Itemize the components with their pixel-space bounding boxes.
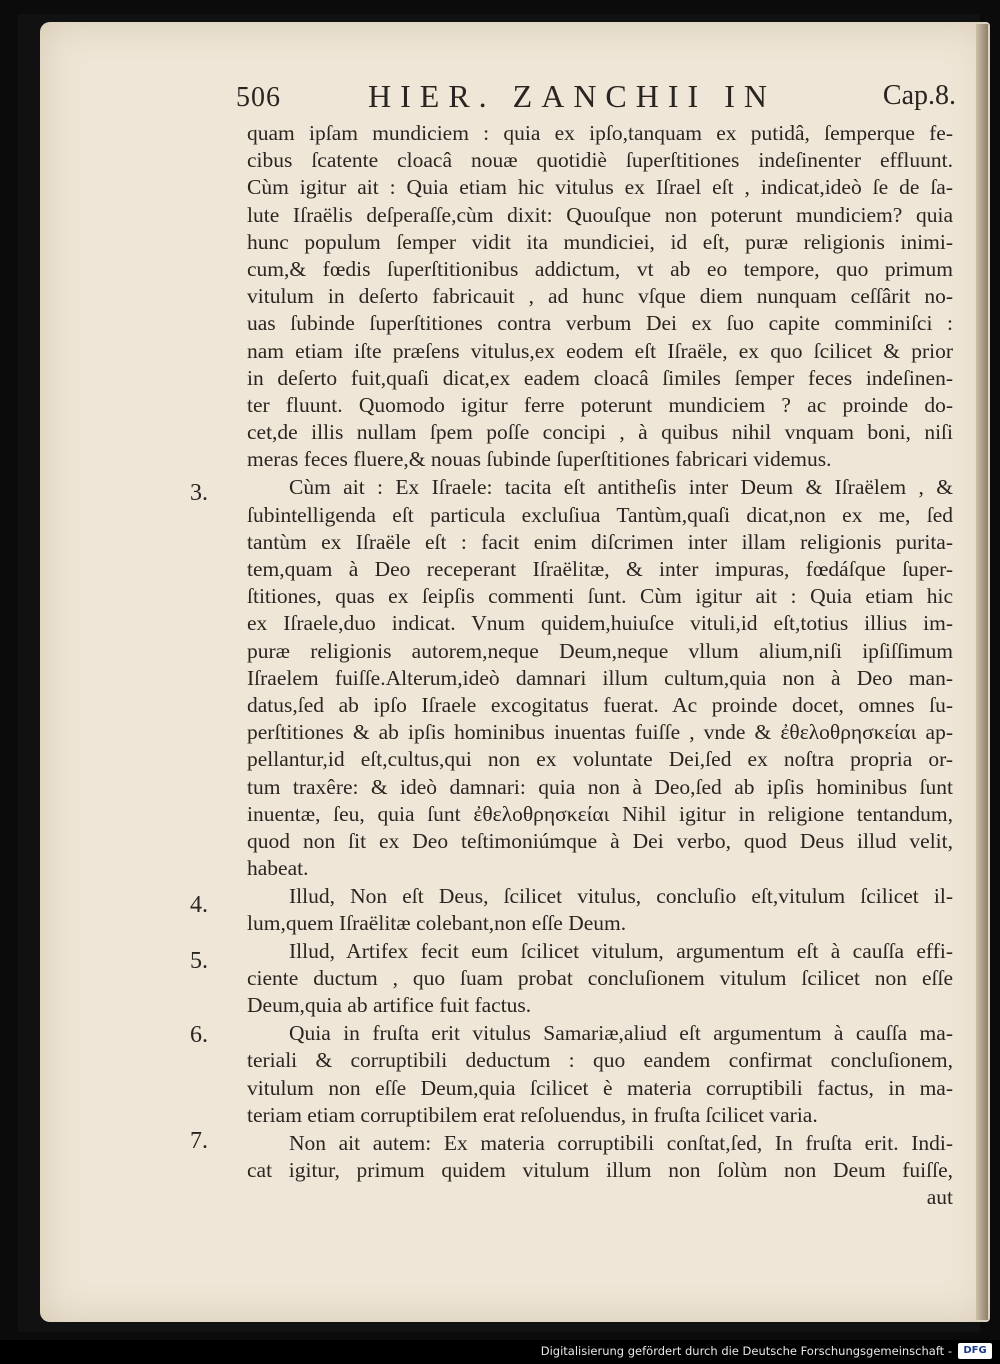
text-line: quam ipſam mundiciem : quia ex ipſo,tanquam ex putidâ, ſemperque fe- <box>247 121 953 145</box>
text-line: tum traxêre: & ideò damnari: quia non à Deo,ſed ab ipſis hominibus ſunt <box>247 774 953 799</box>
text-line: perſtitiones & ab ipſis hominibus inuentas fuiſſe , vnde & ἐθελοθρησκείαι ap- <box>247 720 953 745</box>
text-line: teriam etiam corruptibilem erat reſoluendus, in fruſta ſcilicet varia. <box>247 1102 818 1127</box>
text-line: vitulum non eſſe Deum,quia ſcilicet è materia corruptibili factus, in ma- <box>247 1075 953 1100</box>
margin-number-5: 5. <box>190 948 208 974</box>
text-line: cibus ſcatente cloacâ nouæ quotidiè ſuperſtitiones indeſinenter effluunt. <box>247 148 953 173</box>
text-line: teriali & corruptibili deductum : quo eandem confirmat concluſionem, <box>247 1048 953 1073</box>
text-line: Iſraelem fuiſſe.Alterum,ideò damnari illum cultum,quia non à Deo man- <box>247 665 953 690</box>
page-number: 506 <box>236 82 281 113</box>
text-line: datus,ſed ab ipſo Iſraele excogitatus fuerat. Ac proinde docet, omnes ſu- <box>247 692 953 717</box>
text-line: puræ religionis autorem,neque Deum,neque vllum alium,niſi ipſiſſimum <box>247 638 953 663</box>
text-line: lum,quem Iſraëlitæ colebant,non eſſe Deum. <box>247 911 627 936</box>
text-line: pellantur,id eſt,cultus,qui non ex voluntate Dei,ſed ex noſtra propria or- <box>247 747 953 772</box>
funding-credit: Digitalisierung gefördert durch die Deutsche Forschungsgemeinschaft - <box>540 1344 952 1358</box>
dfg-logo: DFG <box>958 1343 992 1359</box>
text-line: lute Iſraëlis deſperaſſe,cùm dixit: Quouſque non poterunt mundiciem? quia <box>247 202 953 227</box>
text-line: ſtitiones, quas ex ſeipſis commenti ſunt. Cùm igitur ait : Quia etiam hic <box>247 584 953 609</box>
text-line: ciente ductum , quo ſuam probat concluſionem vitulum ſcilicet non eſſe <box>247 965 953 990</box>
text-line: hunc populum ſemper vidit ita mundiciei, id eſt, puræ religionis inimi- <box>247 229 953 254</box>
text-line: cet,de illis nullam ſpem poſſe concipi , à quibus nihil vnquam boni, niſi <box>247 420 953 445</box>
text-line: inuentæ, ſeu, quia ſunt ἐθελοθρησκείαι Nihil igitur in religione tentandum, <box>247 801 953 826</box>
text-line: in deſerto fuit,quaſi dicat,ex eadem cloacâ ſimiles ſemper feces indeſinen- <box>247 365 953 390</box>
margin-number-7: 7. <box>190 1128 208 1154</box>
text-line: habeat. <box>247 856 309 881</box>
text-line: ter fluunt. Quomodo igitur ferre poterunt mundiciem ? ac proinde do- <box>247 392 953 417</box>
text-line: vitulum in deſerto fabricauit , ad hunc vſque diem nunquam ceſſârit no- <box>247 284 953 309</box>
catchword: aut <box>926 1185 953 1210</box>
text-line: tem,quam à Deo receperant Iſraëlitæ, & inter impuras, fœdáſque ſuper- <box>247 557 953 581</box>
page-edge <box>976 24 988 1320</box>
chapter-marker: Cap.8. <box>882 80 956 111</box>
text-line: Non ait autem: Ex materia corruptibili conſtat,ſed, In fruſta erit. Indi- <box>289 1130 953 1155</box>
running-title: HIER. ZANCHII IN <box>368 78 776 114</box>
text-line: nam etiam iſte præſens vitulus,ex eodem eſt Iſraële, ex quo ſcilicet & prior <box>247 338 953 363</box>
text-line: ex Iſraele,duo indicat. Vnum quidem,huiuſce vituli,id eſt,totius illius im- <box>247 611 953 636</box>
text-line: Illud, Non eſt Deus, ſcilicet vitulus, concluſio eſt,vitulum ſcilicet il- <box>289 884 953 909</box>
text-line: Quia in fruſta erit vitulus Samariæ,aliud eſt argumentum à cauſſa ma- <box>289 1021 953 1046</box>
text-line: ſubintelligenda eſt particula excluſiua Tantùm,quaſi dicat,non ex me, ſed <box>247 502 953 527</box>
text-line: cum,& fœdis ſuperſtitionibus addictum, vt ab eo tempore, quo primum <box>247 256 953 281</box>
running-head <box>236 78 956 118</box>
scan-footer <box>0 1340 1000 1364</box>
text-line: Deum,quia ab artifice fuit factus. <box>247 993 532 1017</box>
margin-number-3: 3. <box>190 480 208 506</box>
text-line: quod non ſit ex Deo teſtimoniúmque à Dei verbo, quod Deus illud velit, <box>247 828 953 853</box>
text-line: meras feces fluere,& nouas ſubinde ſuperſtitiones fabricari videmus. <box>247 447 832 472</box>
margin-number-4: 4. <box>190 892 208 918</box>
text-line: Cùm ait : Ex Iſraele: tacita eſt antitheſis inter Deum & Iſraëlem , & <box>289 475 953 500</box>
text-line: cat igitur, primum quidem vitulum illum non ſolùm non Deum fuiſſe, <box>247 1158 953 1183</box>
margin-number-6: 6. <box>190 1022 208 1048</box>
text-line: uas ſubinde ſuperſtitiones contra verbum Dei ex ſuo capite comminiſci : <box>247 311 953 336</box>
body-text <box>247 120 953 1212</box>
text-line: Cùm igitur ait : Quia etiam hic vitulus ex Iſrael eſt , indicat,ideò ſe de ſa- <box>247 175 953 200</box>
text-line: tantùm ex Iſraële eſt : facit enim diſcrimen inter illam religionis purita- <box>247 529 953 554</box>
text-line: Illud, Artifex fecit eum ſcilicet vitulum, argumentum eſt à cauſſa effi- <box>289 938 953 963</box>
